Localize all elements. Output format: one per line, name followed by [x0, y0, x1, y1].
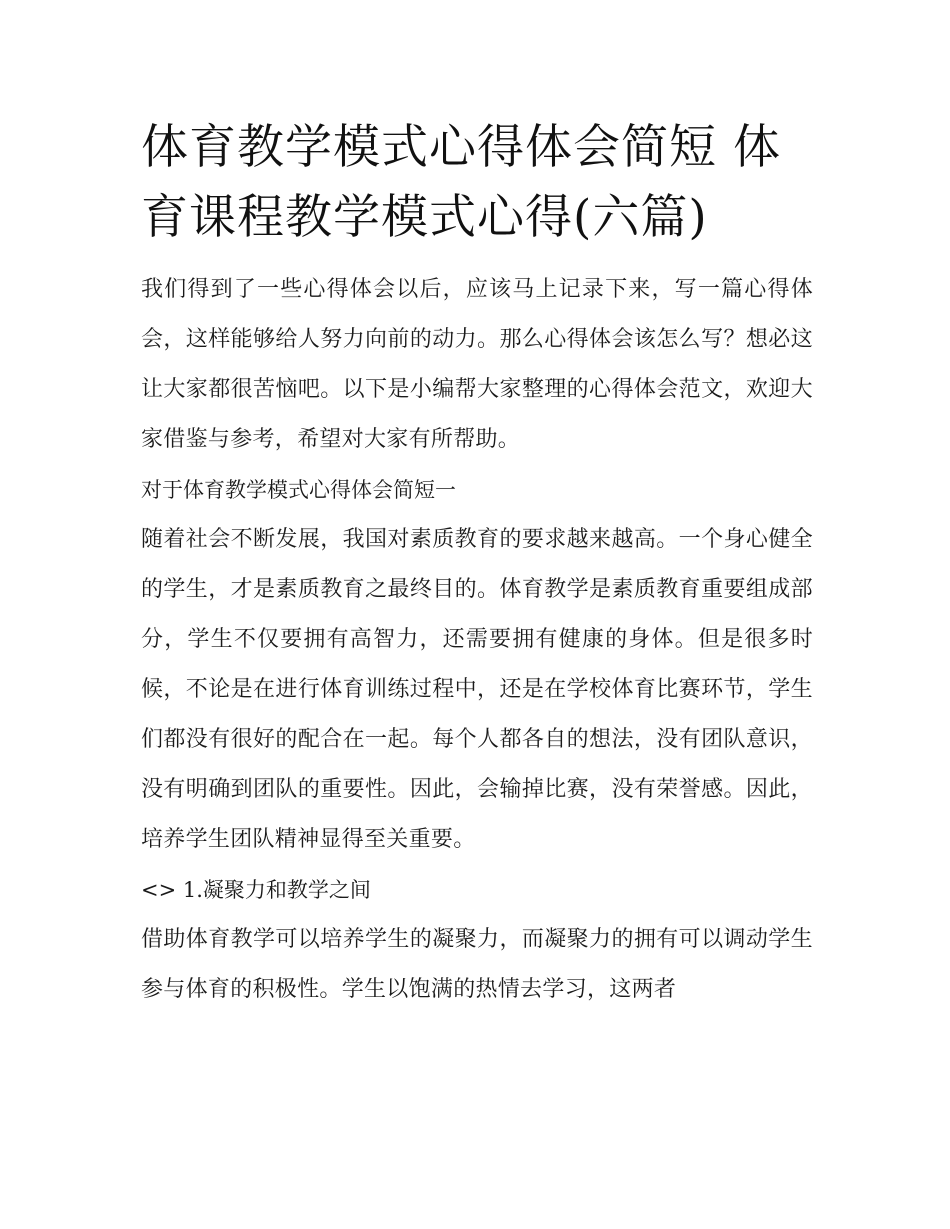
intro-paragraph: 我们得到了一些心得体会以后，应该马上记录下来，写一篇心得体会，这样能够给人努力向前的动力。那么心得体会该怎么写？想必这让大家都很苦恼吧。以下是小编帮大家整理的心得体会范文，欢迎大家借鉴与参考，希望对大家有所帮助。: [141, 277, 813, 452]
section-heading: 对于体育教学模式心得体会简短一: [141, 478, 456, 502]
document-page: [141, 113, 813, 1015]
document-title: 体育教学模式心得体会简短 体育课程教学模式心得(六篇): [141, 120, 781, 245]
body-paragraph-2: 借助体育教学可以培养学生的凝聚力，而凝聚力的拥有可以调动学生参与体育的积极性。学生以饱满的热情去学习，这两者: [141, 927, 813, 1002]
body-paragraph-1: 随着社会不断发展，我国对素质教育的要求越来越高。一个身心健全的学生，才是素质教育之最终目的。体育教学是素质教育重要组成部分，学生不仅要拥有高智力，还需要拥有健康的身体。但是很多时候，不论是在进行体育训练过程中，还是在学校体育比赛环节，学生们都没有很好的配合在一起。每个人都各自的想法，没有团队意识，没有明确到团队的重要性。因此，会输掉比赛，没有荣誉感。因此，培养学生团队精神显得至关重要。: [141, 527, 813, 852]
sub-heading: <> 1.凝聚力和教学之间: [141, 878, 371, 902]
